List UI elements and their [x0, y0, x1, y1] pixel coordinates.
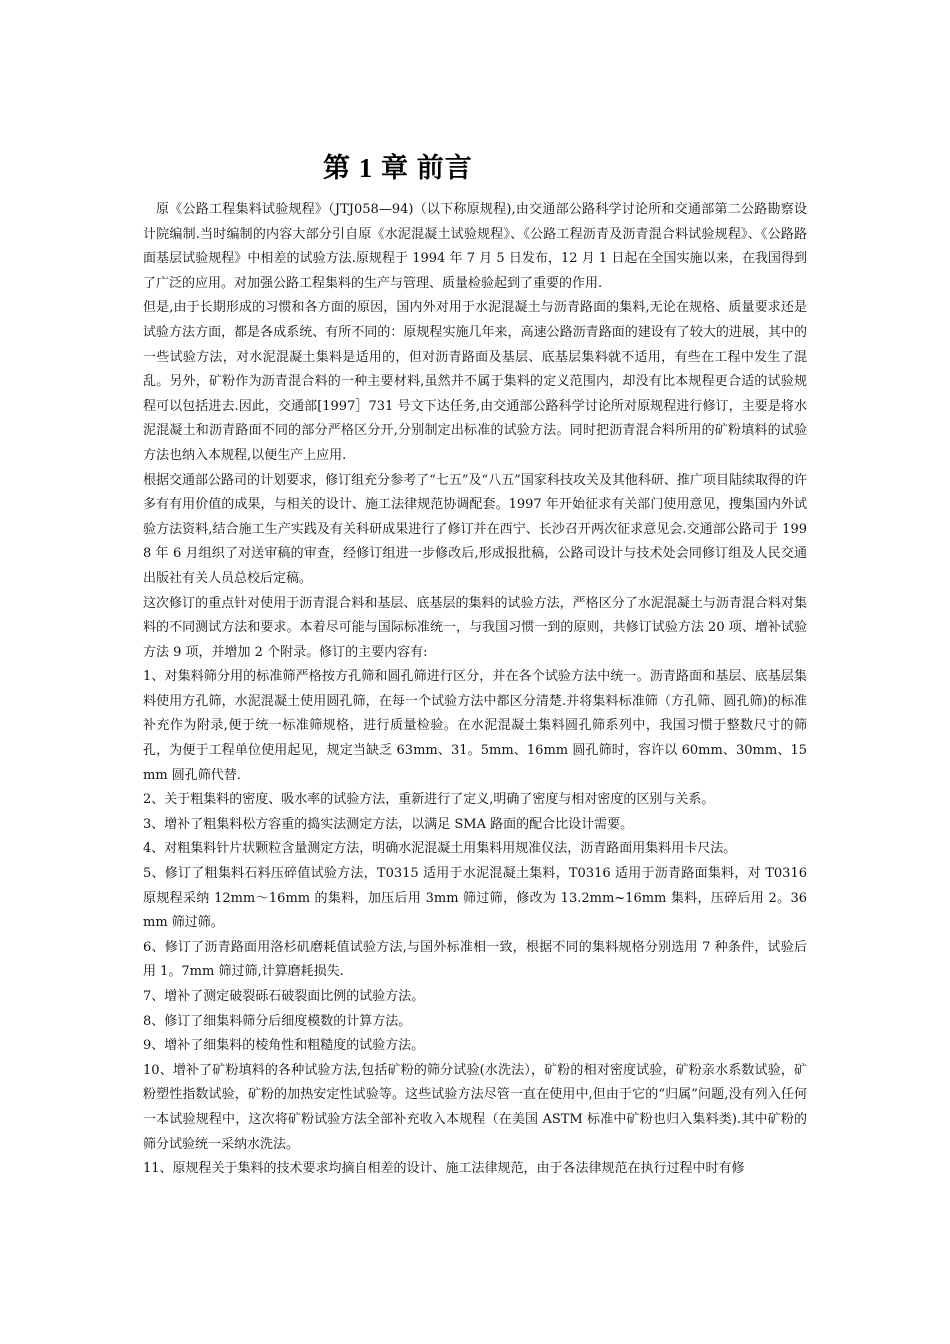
list-item-5: 5、修订了粗集料石料压碎值试验方法，T0315 适用于水泥混凝土集料，T0316 适用于沥青路面集料，对 T0316 原规程采纳 12mm～16mm 的集料，加压后用 3mm 筛过筛，修改为 13.2mm~16mm 集料，压碎后用 2。36mm 筛过筛。 — [143, 866, 807, 931]
list-item-2: 2、关于粗集料的密度、吸水率的试验方法，重新进行了定义,明确了密度与相对密度的区别与关系。 — [143, 792, 715, 808]
list-item-10: 10、增补了矿粉填料的各种试验方法,包括矿粉的筛分试验(水洗法），矿粉的相对密度试验，矿粉亲水系数试验，矿粉塑性指数试验，矿粉的加热安定性试验等。这些试验方法尽管一直在使用中,但由于它的“归属”问题,没有列入任何一本试验规程中，这次将矿粉试验方法全部补充收入本规程（在美国 ASTM 标准中矿粉也归入集料类).其中矿粉的筛分试验统一采纳水洗法。 — [143, 1062, 807, 1152]
paragraph-intro: 原《公路工程集料试验规程》（JTJ058—94)（以下称原规程),由交通部公路科学讨论所和交通部第二公路勘察设计院编制.当时编制的内容大部分引自原《水泥混凝土试验规程》、《公路工程沥青及沥青混合料试验规程》、《公路路面基层试验规程》中相差的试验方法.原规程于 1994 年 7 月 5 日发布，12 月 1 日起在全国实施以来，在我国得到了广泛的应用。对加强公路工程集料的生产与管理、质量检验起到了重要的作用. — [143, 202, 807, 291]
list-item-9: 9、增补了细集料的棱角性和粗糙度的试验方法。 — [143, 1038, 425, 1054]
list-item-7: 7、增补了测定破裂砾石破裂面比例的试验方法。 — [143, 989, 425, 1004]
paragraph-background: 但是,由于长期形成的习惯和各方面的原因，国内外对用于水泥混凝土与沥青路面的集料,无论在规格、质量要求还是试验方法方面，都是各成系统、有所不同的：原规程实施几年来，高速公路沥青路面的建设有了较大的进展，其中的一些试验方法，对水泥混凝土集料是适用的，但对沥青路面及基层、底基层集料就不适用，有些在工程中发生了混乱。另外，矿粉作为沥青混合料的一种主要材料,虽然并不属于集料的定义范围内，却没有比本规程更合适的试验规程可以包括进去.因此，交通部[1997］731 号文下达任务,由交通部公路科学讨论所对原规程进行修订，主要是将水泥混凝土和沥青路面不同的部分严格区分开,分别制定出标准的试验方法。同时把沥青混合料所用的矿粉填料的试验方法也纳入本规程,以便生产上应用. — [143, 300, 807, 463]
list-item-4: 4、对粗集料针片状颗粒含量测定方法，明确水泥混凝土用集料用规准仪法，沥青路面用集料用卡尺法。 — [143, 841, 737, 857]
paragraph-revision-focus: 这次修订的重点针对使用于沥青混合料和基层、底基层的集料的试验方法，严格区分了水泥混凝土与沥青混合料对集料的不同测试方法和要求。本着尽可能与国际标准统一，与我国习惯一到的原则，共修订试验方法 20 项、增补试验方法 9 项，并增加 2 个附录。修订的主要内容有: — [143, 595, 807, 660]
list-item-6: 6、修订了沥青路面用洛杉矶磨耗值试验方法,与国外标准相一致，根据不同的集料规格分别选用 7 种条件，试验后用 1。7mm 筛过筛,计算磨耗损失. — [143, 939, 807, 980]
chapter-title: 第 1 章 前言 — [323, 153, 473, 184]
list-item-1: 1、对集料筛分用的标准筛严格按方孔筛和圆孔筛进行区分，并在各个试验方法中统一。沥青路面和基层、底基层集料使用方孔筛，水泥混凝土使用圆孔筛，在每一个试验方法中都区分清楚.并将集料标准筛（方孔筛、圆孔筛)的标准补充作为附录,便于统一标准筛规格，进行质量检验。在水泥混凝土集料圆孔筛系列中，我国习惯于整数尺寸的筛孔，为便于工程单位使用起见，规定当缺乏 63mm、31。5mm、16mm 圆孔筛时，容许以 60mm、30mm、15mm 圆孔筛代替. — [143, 669, 807, 783]
list-item-11: 11、原规程关于集料的技术要求均摘自相差的设计、施工法律规范，由于各法律规范在执行过程中时有修 — [143, 1161, 745, 1177]
list-item-3: 3、增补了粗集料松方容重的捣实法测定方法，以满足 SMA 路面的配合比设计需要。 — [143, 816, 634, 832]
paragraph-revision-process: 根据交通部公路司的计划要求，修订组充分参考了“七五”及“八五”国家科技攻关及其他科研、推广项目陆续取得的许多有有用价值的成果，与相关的设计、施工法律规范协调配套。1997 年开始征求有关部门使用意见，搜集国内外试验方法资料,结合施工生产实践及有关科研成果进行了修订并在西宁、长沙召开两次征求意见会.交通部公路司于 1998 年 6 月组织了对送审稿的审查，经修订组进一步修改后,形成报批稿，公路司设计与技术处会同修订组及人民交通出版社有关人员总校后定稿。 — [143, 472, 807, 586]
document-body — [143, 198, 807, 1182]
list-item-8: 8、修订了细集料筛分后细度模数的计算方法。 — [143, 1013, 412, 1029]
